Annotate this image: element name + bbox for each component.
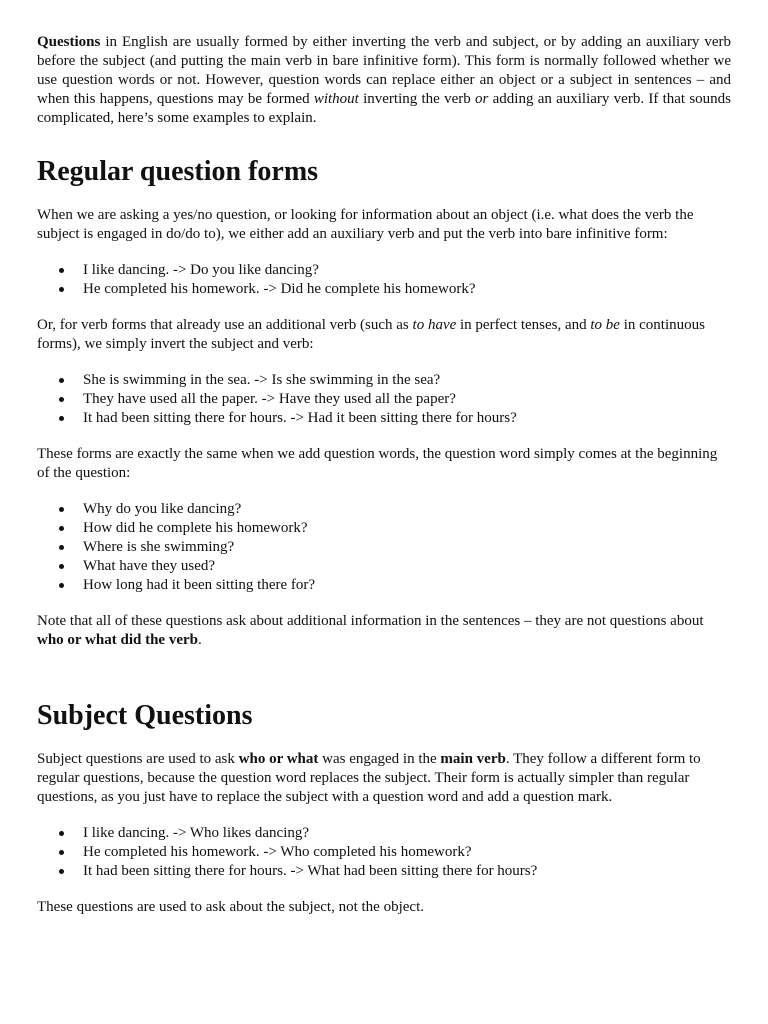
intro-lead-bold: Questions — [37, 34, 101, 50]
intro-text-2: inverting the verb — [358, 91, 476, 107]
regular-para-4: Note that all of these questions ask about additional information in the sentences – they are not questions about who or what did the verb. — [37, 613, 704, 648]
list-item: They have used all the paper. -> Have they used all the paper? — [37, 390, 731, 409]
intro-italic-or: or — [475, 91, 489, 107]
intro-paragraph — [37, 33, 731, 128]
list-item: How did he complete his homework? — [37, 519, 731, 538]
list-item: It had been sitting there for hours. -> What had been sitting there for hours? — [37, 862, 731, 881]
intro-italic-without: without — [313, 91, 359, 107]
intro-text-3: adding an auxiliary verb. If that sounds complicated, here’s some examples to explain. — [37, 91, 732, 126]
regular-list-2 — [37, 371, 731, 428]
list-item: It had been sitting there for hours. -> Had it been sitting there for hours? — [37, 409, 731, 428]
list-item: He completed his homework. -> Did he complete his homework? — [37, 280, 731, 299]
bullet-icon — [59, 564, 64, 569]
regular-para-1: When we are asking a yes/no question, or looking for information about an object (i.e. what does the verb the subject is engaged in do/do to), we either add an auxiliary verb and put the verb into bare infinitive form: — [37, 207, 694, 242]
list-item: I like dancing. -> Who likes dancing? — [37, 824, 731, 843]
bullet-icon — [59, 397, 64, 402]
list-item: How long had it been sitting there for? — [37, 576, 731, 595]
section-heading-regular: Regular question forms — [37, 156, 319, 187]
bullet-icon — [59, 850, 64, 855]
bullet-icon — [59, 869, 64, 874]
list-item: What have they used? — [37, 557, 731, 576]
section-heading-subject: Subject Questions — [37, 700, 253, 731]
regular-para-2: Or, for verb forms that already use an additional verb (such as to have in perfect tenses, and to be in continuous forms), we simply invert the subject and verb: — [37, 317, 705, 352]
bullet-icon — [59, 831, 64, 836]
list-item: She is swimming in the sea. -> Is she swimming in the sea? — [37, 371, 731, 390]
list-item: He completed his homework. -> Who completed his homework? — [37, 843, 731, 862]
list-item: I like dancing. -> Do you like dancing? — [37, 261, 731, 280]
subject-list-1 — [37, 824, 731, 881]
subject-para-1: Subject questions are used to ask who or what was engaged in the main verb. They follow a different form to regular questions, because the question word replaces the subject. Their form is actually simpler than regular questions, as you just have to replace the subject with a question word and add a question mark. — [37, 751, 701, 805]
bullet-icon — [59, 583, 64, 588]
bullet-icon — [59, 416, 64, 421]
list-item: Why do you like dancing? — [37, 500, 731, 519]
bullet-icon — [59, 287, 64, 292]
bullet-icon — [59, 545, 64, 550]
regular-list-3 — [37, 500, 731, 595]
list-item: Where is she swimming? — [37, 538, 731, 557]
bullet-icon — [59, 268, 64, 273]
bullet-icon — [59, 378, 64, 383]
subject-para-2: These questions are used to ask about the subject, not the object. — [37, 899, 424, 915]
bullet-icon — [59, 507, 64, 512]
bullet-icon — [59, 526, 64, 531]
regular-para-3: These forms are exactly the same when we add question words, the question word simply comes at the beginning of the question: — [37, 446, 718, 481]
regular-list-1 — [37, 261, 731, 299]
intro-text-1: in English are usually formed by either inverting the verb and subject, or by adding an auxiliary verb before the subject (and putting the main verb in bare infinitive form). This form is normally followed whether we use question words or not. However, question words can replace either an object or a subject in sentences – and when this happens, questions may be formed — [37, 34, 731, 107]
